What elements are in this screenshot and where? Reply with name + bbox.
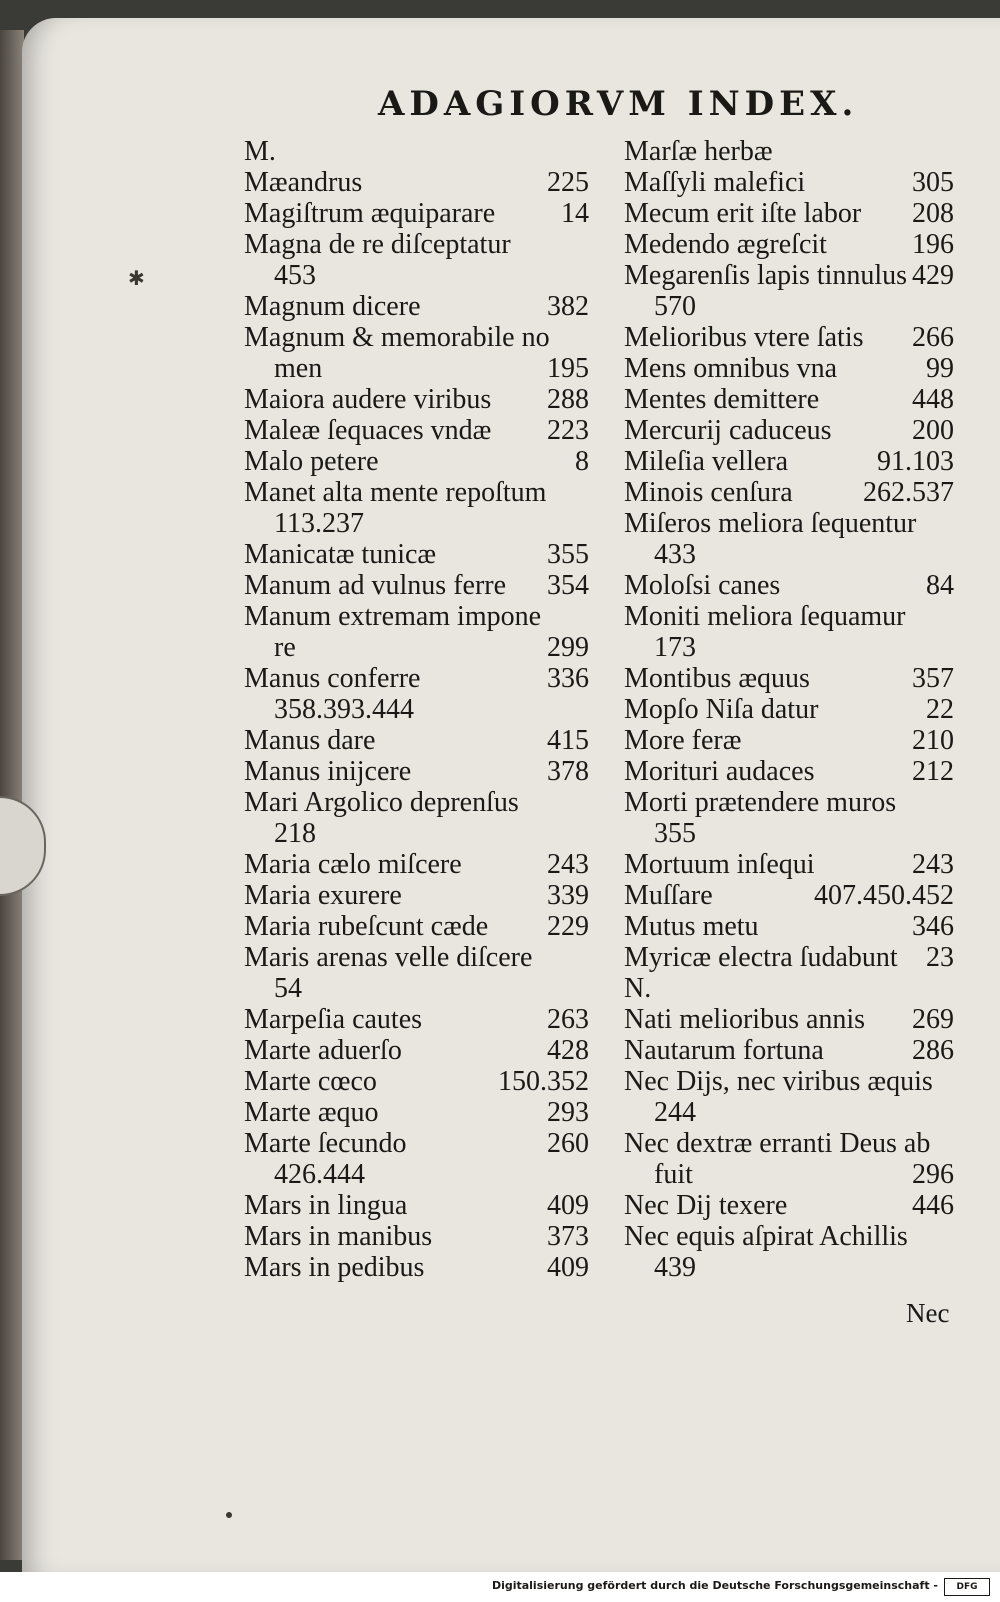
page-title: ADAGIORVM INDEX. <box>378 84 859 124</box>
entry-text: Maleæ ſequaces vndæ <box>244 415 492 446</box>
entry-page-number: 354 <box>547 570 589 601</box>
entry-text: Manum extremam impone <box>244 601 542 632</box>
entry-text: Morti prætendere muros <box>624 787 897 818</box>
entry-page-number: 355 <box>547 539 589 570</box>
index-entry <box>624 601 954 632</box>
entry-text: Montibus æquus <box>624 663 810 694</box>
entry-page-number: 296 <box>912 1159 954 1190</box>
entry-text: Mentes demittere <box>624 384 820 415</box>
entry-page-number: 305 <box>912 167 954 198</box>
index-entry <box>244 1252 589 1283</box>
index-entry <box>244 1128 589 1159</box>
index-entry <box>624 1128 954 1159</box>
entry-text: Manum ad vulnus ferre <box>244 570 507 601</box>
entry-text: Manicatæ tunicæ <box>244 539 437 570</box>
book-spine-edge <box>0 30 24 1560</box>
entry-text: 355 <box>654 818 696 849</box>
digitization-footer <box>0 1572 1000 1602</box>
entry-text: Nec equis aſpirat Achillis <box>624 1221 908 1252</box>
entry-continuation <box>244 694 589 725</box>
entry-continuation <box>244 260 589 291</box>
entry-continuation <box>244 818 589 849</box>
entry-text: 433 <box>654 539 696 570</box>
ink-speck <box>226 1512 232 1518</box>
entry-text: Maſſyli malefici <box>624 167 806 198</box>
entry-text: Mars in lingua <box>244 1190 408 1221</box>
index-entry <box>624 229 954 260</box>
entry-page-number: 407.450.452 <box>814 880 954 911</box>
index-entry <box>624 663 954 694</box>
entry-continuation <box>624 1097 954 1128</box>
entry-page-number: 14 <box>561 198 589 229</box>
entry-text: Mercurij caduceus <box>624 415 832 446</box>
index-entry <box>244 1066 589 1097</box>
entry-continuation <box>624 539 954 570</box>
entry-text: Maria exurere <box>244 880 402 911</box>
entry-text: Myricæ electra ſudabunt <box>624 942 898 973</box>
entry-page-number: 382 <box>547 291 589 322</box>
entry-page-number: 195 <box>547 353 589 384</box>
entry-text: Mutus metu <box>624 911 759 942</box>
entry-text: Magnum dicere <box>244 291 421 322</box>
index-entry <box>244 1004 589 1035</box>
entry-text: Mars in pedibus <box>244 1252 425 1283</box>
entry-page-number: 210 <box>912 725 954 756</box>
index-entry <box>244 942 589 973</box>
entry-text: Megarenſis lapis tinnulus <box>624 260 908 291</box>
entry-text: More feræ <box>624 725 742 756</box>
entry-page-number: 225 <box>547 167 589 198</box>
entry-text: Mileſia vellera <box>624 446 789 477</box>
entry-text: 358.393.444 <box>274 694 414 725</box>
index-entry <box>624 911 954 942</box>
entry-text: Nec Dijs, nec viribus æquis <box>624 1066 933 1097</box>
entry-text: Muſſare <box>624 880 713 911</box>
entry-text: Marſæ herbæ <box>624 136 773 167</box>
index-entry <box>244 415 589 446</box>
index-column-left <box>244 136 589 1283</box>
index-entry <box>244 601 589 632</box>
entry-text: Marte æquo <box>244 1097 379 1128</box>
entry-page-number: 266 <box>912 322 954 353</box>
entry-text: Mecum erit iſte labor <box>624 198 862 229</box>
entry-text: 173 <box>654 632 696 663</box>
entry-page-number: 288 <box>547 384 589 415</box>
entry-text: Mens omnibus vna <box>624 353 838 384</box>
entry-text: Marte cœco <box>244 1066 377 1097</box>
index-entry <box>624 1035 954 1066</box>
index-entry <box>244 1190 589 1221</box>
entry-text: Magiſtrum æquiparare <box>244 198 496 229</box>
entry-page-number: 269 <box>912 1004 954 1035</box>
entry-page-number: 229 <box>547 911 589 942</box>
index-entry <box>624 384 954 415</box>
entry-continuation <box>244 632 589 663</box>
entry-text: Manet alta mente repoſtum <box>244 477 547 508</box>
index-entry <box>244 849 589 880</box>
entry-text: Mopſo Niſa datur <box>624 694 819 725</box>
entry-text: Mortuum inſequi <box>624 849 815 880</box>
entry-page-number: 22 <box>926 694 954 725</box>
entry-text: Marpeſia cautes <box>244 1004 423 1035</box>
entry-text: re <box>274 632 296 663</box>
entry-text: Mæandrus <box>244 167 363 198</box>
index-entry <box>624 1190 954 1221</box>
entry-page-number: 84 <box>926 570 954 601</box>
entry-page-number: 212 <box>912 756 954 787</box>
entry-text: Nec dextræ erranti Deus ab <box>624 1128 931 1159</box>
entry-text: Miſeros meliora ſequentur <box>624 508 917 539</box>
index-entry <box>244 1221 589 1252</box>
entry-page-number: 415 <box>547 725 589 756</box>
index-entry <box>244 477 589 508</box>
index-entry <box>624 694 954 725</box>
index-entry <box>244 229 589 260</box>
dfg-logo: DFG <box>944 1578 990 1596</box>
entry-page-number: 243 <box>912 849 954 880</box>
entry-text: 113.237 <box>274 508 364 539</box>
index-entry <box>244 322 589 353</box>
entry-continuation <box>244 1159 589 1190</box>
index-entry <box>624 260 954 291</box>
entry-text: 54 <box>274 973 302 1004</box>
index-entry <box>244 446 589 477</box>
entry-text: Moloſsi canes <box>624 570 781 601</box>
index-entry <box>624 1066 954 1097</box>
catchword: Nec <box>906 1298 950 1328</box>
index-entry <box>244 384 589 415</box>
index-entry <box>244 198 589 229</box>
entry-page-number: 200 <box>912 415 954 446</box>
entry-text: 570 <box>654 291 696 322</box>
index-entry <box>624 942 954 973</box>
entry-text: Malo petere <box>244 446 379 477</box>
entry-text: Manus inijcere <box>244 756 412 787</box>
entry-page-number: 23 <box>926 942 954 973</box>
index-entry <box>244 787 589 818</box>
entry-text: Medendo ægreſcit <box>624 229 827 260</box>
entry-text: Nati melioribus annis <box>624 1004 866 1035</box>
entry-text: fuit <box>654 1159 693 1190</box>
entry-page-number: 336 <box>547 663 589 694</box>
entry-text: Maris arenas velle diſcere <box>244 942 533 973</box>
entry-text: Marte ſecundo <box>244 1128 407 1159</box>
footer-credit: Digitalisierung gefördert durch die Deutsche Forschungsgemeinschaft - <box>491 1579 938 1592</box>
entry-page-number: 243 <box>547 849 589 880</box>
index-entry <box>244 663 589 694</box>
index-entry <box>244 911 589 942</box>
entry-page-number: 208 <box>912 198 954 229</box>
index-entry <box>244 725 589 756</box>
entry-text: Magna de re diſceptatur <box>244 229 511 260</box>
entry-page-number: 409 <box>547 1190 589 1221</box>
entry-page-number: 339 <box>547 880 589 911</box>
index-entry <box>624 849 954 880</box>
entry-continuation <box>624 1159 954 1190</box>
entry-text: 453 <box>274 260 316 291</box>
index-entry <box>624 787 954 818</box>
entry-text: N. <box>624 973 652 1004</box>
entry-text: Moniti meliora ſequamur <box>624 601 906 632</box>
entry-text: 218 <box>274 818 316 849</box>
entry-text: 439 <box>654 1252 696 1283</box>
index-entry <box>244 570 589 601</box>
entry-text: 426.444 <box>274 1159 365 1190</box>
entry-text: Mari Argolico deprenſus <box>244 787 519 818</box>
entry-text: Marte aduerſo <box>244 1035 402 1066</box>
entry-continuation <box>244 508 589 539</box>
entry-page-number: 346 <box>912 911 954 942</box>
entry-text: Manus conferre <box>244 663 421 694</box>
entry-page-number: 429 <box>912 260 954 291</box>
entry-text: Magnum & memorabile no <box>244 322 550 353</box>
section-letter <box>624 973 954 1004</box>
entry-text: Nautarum fortuna <box>624 1035 824 1066</box>
entry-page-number: 263 <box>547 1004 589 1035</box>
entry-page-number: 409 <box>547 1252 589 1283</box>
entry-continuation <box>624 818 954 849</box>
entry-text: M. <box>244 136 276 167</box>
entry-page-number: 196 <box>912 229 954 260</box>
entry-text: Nec Dij texere <box>624 1190 788 1221</box>
entry-text: Maiora audere viribus <box>244 384 492 415</box>
entry-text: Maria rubeſcunt cæde <box>244 911 489 942</box>
entry-text: Maria cælo miſcere <box>244 849 462 880</box>
index-entry <box>624 446 954 477</box>
index-column-right <box>624 136 954 1283</box>
index-entry <box>624 198 954 229</box>
index-entry <box>624 1004 954 1035</box>
index-entry <box>624 1221 954 1252</box>
index-entry <box>624 880 954 911</box>
index-entry <box>244 1097 589 1128</box>
index-entry <box>244 167 589 198</box>
entry-page-number: 357 <box>912 663 954 694</box>
entry-page-number: 286 <box>912 1035 954 1066</box>
entry-continuation <box>624 291 954 322</box>
entry-page-number: 299 <box>547 632 589 663</box>
entry-text: 244 <box>654 1097 696 1128</box>
entry-page-number: 150.352 <box>498 1066 589 1097</box>
entry-page-number: 223 <box>547 415 589 446</box>
index-entry <box>624 353 954 384</box>
entry-page-number: 293 <box>547 1097 589 1128</box>
index-entry <box>244 756 589 787</box>
entry-text: Mars in manibus <box>244 1221 433 1252</box>
entry-text: men <box>274 353 323 384</box>
index-entry <box>624 167 954 198</box>
index-entry <box>624 136 954 167</box>
index-entry <box>244 539 589 570</box>
entry-page-number: 91.103 <box>877 446 954 477</box>
index-entry <box>244 1035 589 1066</box>
index-entry <box>244 880 589 911</box>
index-entry <box>624 477 954 508</box>
entry-page-number: 262.537 <box>863 477 954 508</box>
index-entry <box>624 415 954 446</box>
entry-page-number: 428 <box>547 1035 589 1066</box>
entry-page-number: 260 <box>547 1128 589 1159</box>
entry-page-number: 99 <box>926 353 954 384</box>
entry-page-number: 378 <box>547 756 589 787</box>
entry-page-number: 373 <box>547 1221 589 1252</box>
entry-continuation <box>244 973 589 1004</box>
entry-page-number: 446 <box>912 1190 954 1221</box>
index-entry <box>244 291 589 322</box>
entry-text: Manus dare <box>244 725 376 756</box>
entry-page-number: 448 <box>912 384 954 415</box>
entry-continuation <box>624 632 954 663</box>
entry-text: Morituri audaces <box>624 756 815 787</box>
index-entry <box>624 570 954 601</box>
ink-blot-icon: ✱ <box>128 266 145 290</box>
index-entry <box>624 322 954 353</box>
index-entry <box>624 508 954 539</box>
entry-continuation <box>244 353 589 384</box>
entry-continuation <box>624 1252 954 1283</box>
section-letter <box>244 136 589 167</box>
entry-text: Minois cenſura <box>624 477 793 508</box>
index-entry <box>624 756 954 787</box>
entry-text: Melioribus vtere ſatis <box>624 322 864 353</box>
index-entry <box>624 725 954 756</box>
entry-page-number: 8 <box>575 446 589 477</box>
